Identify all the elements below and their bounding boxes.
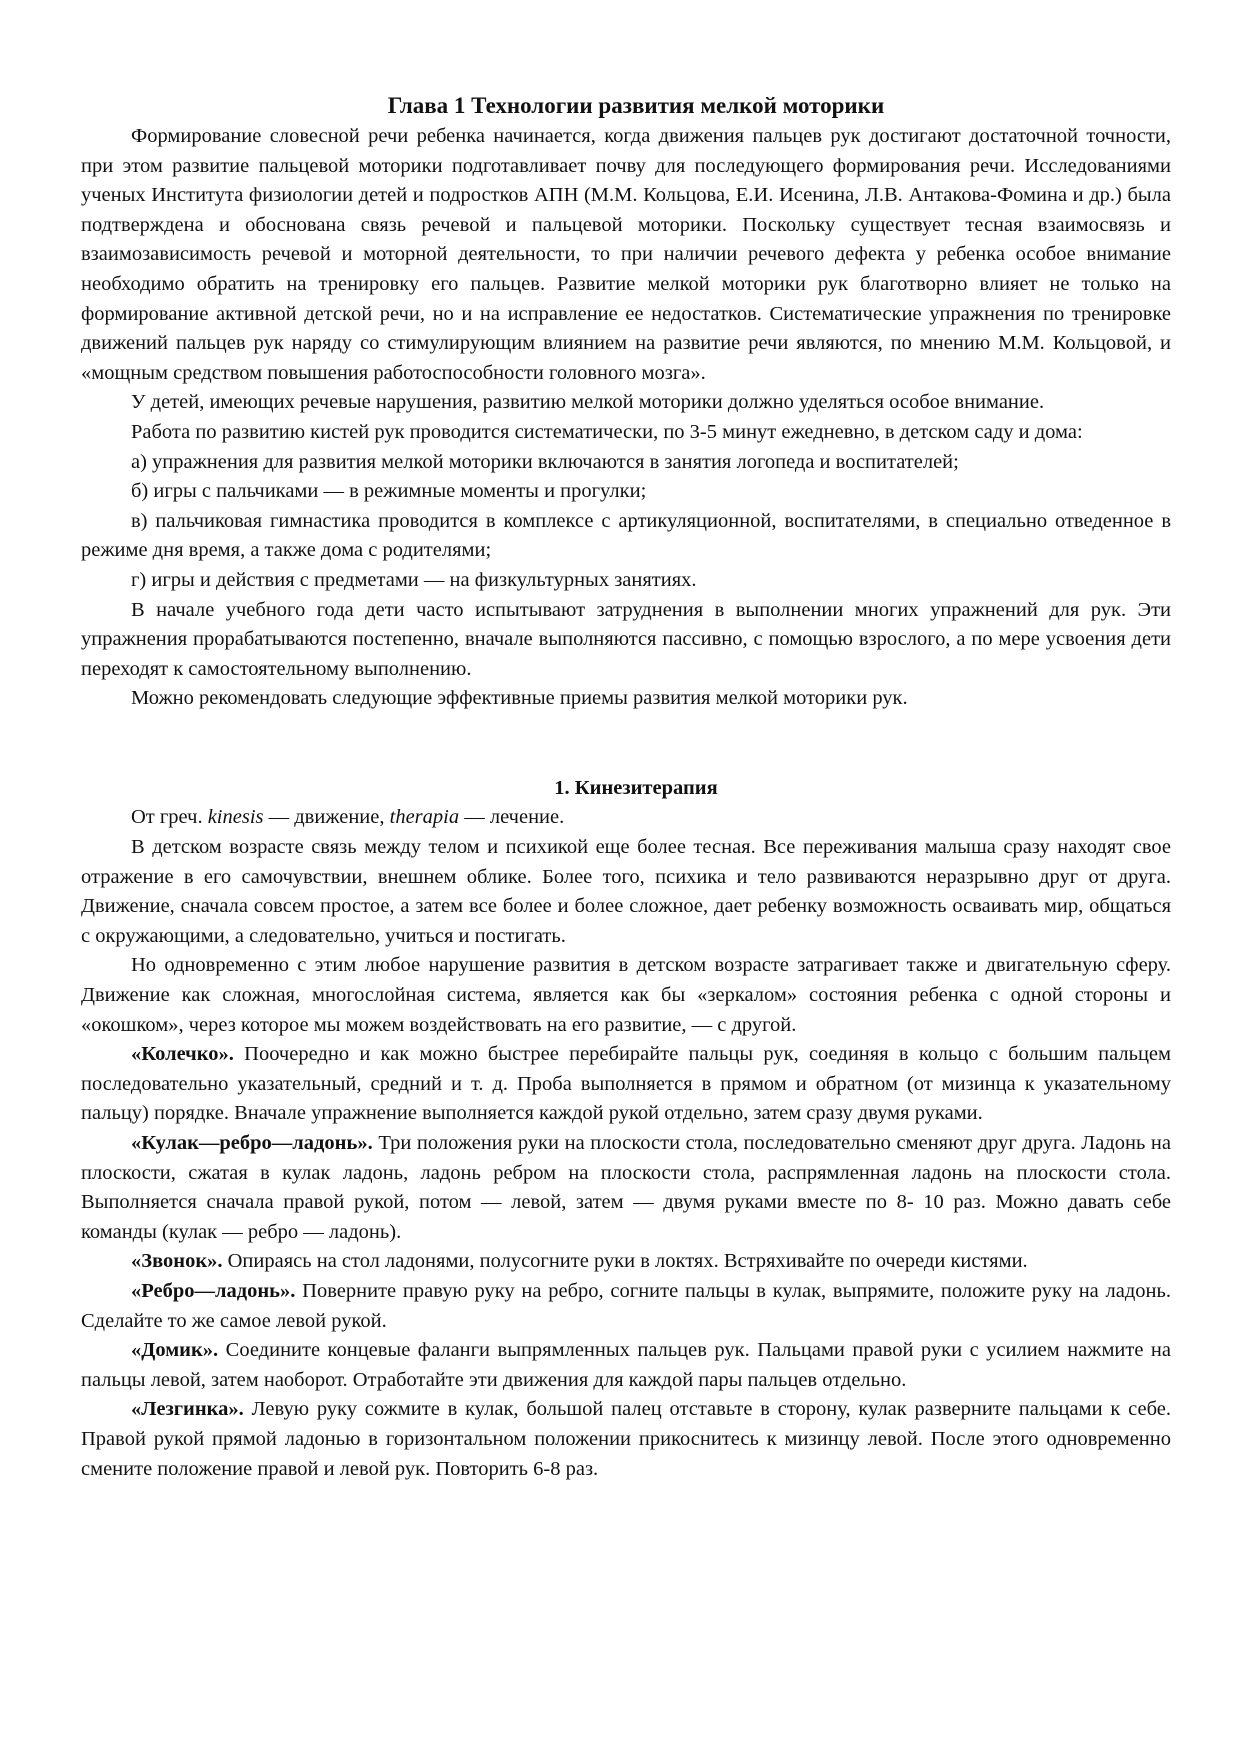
exercise-name: «Домик». bbox=[131, 1339, 219, 1362]
exercise-name: «Колечко». bbox=[131, 1043, 234, 1066]
list-item: в) пальчиковая гимнастика проводится в комплексе с артикуляционной, воспитателями, в специально отведенное в режиме дня время, а также дома с родителями; bbox=[81, 509, 1171, 562]
etymology-prefix: От греч. bbox=[131, 806, 208, 829]
exercise-text: Левую руку сожмите в кулак, большой палец отставьте в сторону, кулак разверните пальцами к себе. Правой рукой прямой ладонью в горизонтальном положении прикоснитесь к мизинцу левой. После этого одновременно смените положение правой и левой рук. Повторить 6-8 раз. bbox=[81, 1398, 1171, 1480]
exercise-rebro-ladon bbox=[81, 1277, 1171, 1336]
list-item: б) игры с пальчиками — в режимные моменты и прогулки; bbox=[131, 480, 647, 503]
exercise-text: Поочередно и как можно быстрее перебирайте пальцы рук, соединяя в кольцо с большим пальцем последовательно указательный, средний и т. д. Проба выполняется в прямом и обратном (от мизинца к указательному пальцу) порядке. Вначале упражнение выполняется каждой рукой отдельно, затем сразу двумя руками. bbox=[81, 1043, 1171, 1125]
document-page bbox=[81, 90, 1171, 1484]
section-title: 1. Кинезитерапия bbox=[554, 776, 718, 799]
intro-paragraph: Работа по развитию кистей рук проводится систематически, по 3-5 минут ежедневно, в детском саду и дома: bbox=[131, 420, 1083, 443]
intro-paragraph: Формирование словесной речи ребенка начинается, когда движения пальцев рук достигают достаточной точности, при этом развитие пальцевой моторики подготавливает почву для последующего формирования речи. Исследованиями ученых Института физиологии детей и подростков АПН (М.М. Кольцова, Е.И. Исенина, Л.В. Антакова-Фомина и др.) была подтверждена и обоснована связь речевой и пальцевой моторики. Поскольку существует тесная взаимосвязь и взаимозависимость речевой и моторной деятельности, то при наличии речевого дефекта у ребенка особое внимание необходимо обратить на тренировку его пальцев. Развитие мелкой моторики рук благотворно влияет не только на формирование активной детской речи, но и на исправление ее недостатков. Систематические упражнения по тренировке движений пальцев рук наряду со стимулирующим влиянием на развитие речи являются, по мнению М.М. Кольцовой, и «мощным средством повышения работоспособности головного мозга». bbox=[81, 125, 1171, 384]
exercise-name: «Ребро—ладонь». bbox=[131, 1279, 296, 1302]
exercise-name: «Лезгинка». bbox=[131, 1398, 244, 1421]
body-paragraph: В начале учебного года дети часто испытывают затруднения в выполнении многих упражнений для рук. Эти упражнения прорабатываются постепенно, вначале выполняются пассивно, с помощью взрослого, а по мере усвоения дети переходят к самостоятельному выполнению. bbox=[81, 598, 1171, 680]
list-item: г) игры и действия с предметами — на физкультурных занятиях. bbox=[131, 568, 697, 591]
exercise-text: Поверните правую руку на ребро, согните пальцы в кулак, выпрямите, положите руку на ладонь. Сделайте то же самое левой рукой. bbox=[81, 1279, 1171, 1332]
exercise-lezginka bbox=[81, 1395, 1171, 1484]
exercise-text: Соедините концевые фаланги выпрямленных пальцев рук. Пальцами правой руки с усилием нажмите на пальцы левой, затем наоборот. Отработайте эти движения для каждой пары пальцев отдельно. bbox=[81, 1339, 1171, 1391]
intro-paragraph: У детей, имеющих речевые нарушения, развитию мелкой моторики должно уделяться особое внимание. bbox=[131, 391, 1045, 414]
section-paragraph: Но одновременно с этим любое нарушение развития в детском возрасте затрагивает также и двигательную сферу. Движение как сложная, многослойная система, является как бы «зеркалом» состояния ребенка с одной стороны и «окошком», через которое мы можем воздействовать на его развитие, — с другой. bbox=[81, 954, 1171, 1036]
etymology-suffix: — лечение. bbox=[459, 806, 565, 829]
exercise-name: «Кулак—ребро—ладонь». bbox=[131, 1132, 373, 1154]
greek-word-kinesis: kinesis bbox=[207, 806, 264, 829]
exercise-kulak-rebro-ladon bbox=[81, 1129, 1171, 1247]
exercise-kolechko bbox=[81, 1040, 1171, 1129]
chapter-title: Глава 1 Технологии развития мелкой моторики bbox=[387, 93, 885, 118]
exercise-text: Опираясь на стол ладонями, полусогните руки в локтях. Встряхивайте по очереди кистями. bbox=[222, 1250, 1028, 1273]
exercise-zvonok bbox=[81, 1247, 1171, 1277]
list-item: а) упражнения для развития мелкой моторики включаются в занятия логопеда и воспитателей; bbox=[131, 450, 959, 473]
exercise-domik bbox=[81, 1336, 1171, 1395]
etymology-mid: — движение, bbox=[263, 806, 390, 829]
exercise-text: Три положения руки на плоскости стола, последовательно сменяют друг друга. Ладонь на плоскости, сжатая в кулак ладонь, ладонь ребром на плоскости стола, распрямленная ладонь на плоскости стола. Выполняется сначала правой рукой, потом — левой, затем — двумя руками вместе по 8- 10 раз. Можно давать себе команды (кулак — ребро — ладонь). bbox=[81, 1132, 1171, 1243]
section-paragraph: В детском возрасте связь между телом и психикой еще более тесная. Все переживания малыша сразу находят свое отражение в его самочувствии, внешнем облике. Более того, психика и тело развиваются неразрывно друг от друга. Движение, сначала совсем простое, а затем все более и более сложное, дает ребенку возможность осваивать мир, общаться с окружающими, а следовательно, учиться и постигать. bbox=[81, 836, 1171, 947]
exercise-name: «Звонок». bbox=[131, 1250, 223, 1273]
body-paragraph: Можно рекомендовать следующие эффективные приемы развития мелкой моторики рук. bbox=[131, 687, 908, 710]
greek-word-therapia: therapia bbox=[389, 806, 460, 829]
etymology-line bbox=[81, 803, 1171, 833]
